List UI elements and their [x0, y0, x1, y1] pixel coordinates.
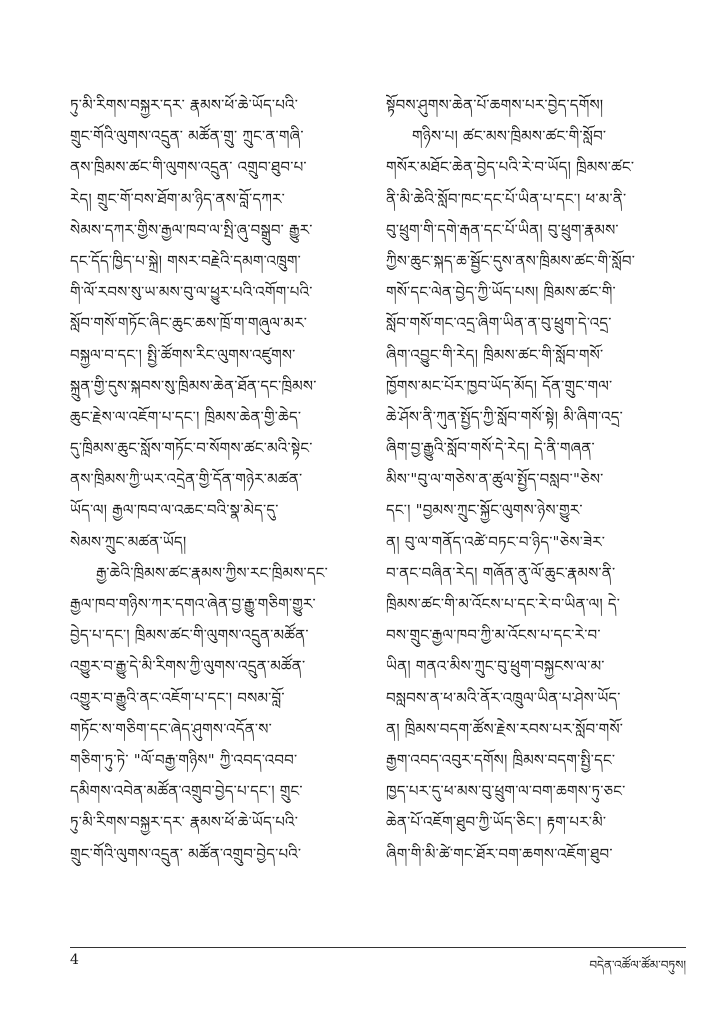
left-column [70, 90, 370, 870]
text-line: ན། ཁྲིམས་བདག་ཚོས་རྗེས་རབས་པར་སློབ་གསོ་ [386, 719, 624, 738]
text-line: ཆེན་པོ་འཇོག་ཐུབ་ཀྱི་ཡོད་ཅིང་། རྟག་པར་མི་ [386, 813, 607, 832]
text-line: ན། བུ་ལ་གནོད་འཚེ་བཏང་བ་ཉིད་"ཅེས་ཟེར་ [386, 532, 606, 551]
text-line: ཁྲིམས་ཚང་གི་མ་འོངས་པ་དང་རེ་བ་ཡིན་ལ། དེ་ [386, 595, 621, 613]
text-line: ཡོད་ལ། རྒྱལ་ཁབ་ལ་འཆང་བའི་སྣ་མེད་དུ་ [70, 501, 279, 520]
text-line: བསླབས་ན་ཕ་མའི་ནོར་འཁྲུལ་ཡིན་པ་ཤེས་ཡོད་ [386, 688, 621, 707]
text-line: སློབ་གསོ་གཏོང་ཞིང་ཆུང་ཆས་ཁྲོ་ག་གཞུལ་མར་ [70, 314, 308, 333]
text-line: ཞིག་བྱ་རྒྱུའི་སློབ་གསོ་དེ་རེད། དེ་ནི་གཞན་ [386, 439, 595, 458]
text-line: གཉིས་པ། ཚང་མས་ཁྲིམས་ཚང་གི་སློབ་ [412, 127, 607, 146]
text-line: བྱེད་པ་དང་། ཁྲིམས་ཚང་གི་ལུགས་འདྲུན་མཚོན་ [70, 626, 309, 645]
text-line: ཁྱད་པར་དུ་ཕ་མས་བུ་ཕྲུག་ལ་བག་ཆགས་ཏུ་ཅང་ [386, 782, 626, 801]
text-line: དང་། "བྱམས་ཀྲུང་སྐྱོང་ལུགས་ཉེས་གྱུར་ [386, 501, 583, 520]
text-line: སེམས་ཀྲུང་མཚན་ཡོད། [70, 532, 187, 551]
text-line: ནས་ཁྲིམས་ཚང་གི་ལུགས་འདྲུན་ འགྲུབ་ཐུབ་པ་ [70, 158, 307, 177]
text-line: ཞིག་འབྱུང་གི་རེད། ཁྲིམས་ཚང་གི་སློབ་གསོ་ [386, 345, 604, 364]
text-line: བས་གྲུང་རྒྱལ་ཁབ་ཀྱི་མ་འོངས་པ་དང་རེ་བ་ [386, 626, 601, 645]
text-line: ཏུ་མི་རིགས་བསྐྱར་དར་ རྣམས་ཕོ་ཆེ་ཡོད་པའི་ [70, 813, 299, 832]
text-line: དུ་ཁྲིམས་ཆུང་སློས་གཏོང་བ་སོགས་ཚང་མའི་སྟེང་ [70, 439, 313, 458]
text-line: ནས་ཁྲིམས་ཀྱི་ཡར་འདྲེན་གྱི་དོན་གཉེར་མཚན་ [70, 470, 303, 489]
text-line: གྲུང་གོའི་ལུགས་འདྲུན་ མཚོན་འགྲུབ་བྱེད་པའི་ [70, 844, 302, 863]
text-line: རྒྱ་ཆེའི་ཁྲིམས་ཚང་རྣམས་ཀྱིས་རང་ཁྲིམས་དང་ [96, 563, 328, 582]
text-line: ཁྱོགས་མང་པོར་ཁྱབ་ཡོད་མོད། དོན་གྲུང་གལ་ [386, 376, 613, 395]
text-line: བསྐྱལ་བ་དང་། སྤྱི་ཚོགས་རིང་ལུགས་འཛུགས་ [70, 345, 296, 364]
text-line: དང་དོད་ཁྱིད་པ་སྐྲེ། གསར་བརྗེའི་དམག་འཁྲུག་ [70, 251, 302, 270]
footer-rule [70, 947, 686, 948]
text-line: ཞིག་གི་མི་ཚེ་གང་ཐོར་བག་ཆགས་འཇོག་ཐུབ་ [386, 844, 613, 863]
text-line: གཏོང་ས་གཅིག་དང་ཞེད་ཤུགས་འདོན་ས་ [70, 719, 272, 738]
running-footer-title: བདེན་འཚོལ་ཚོམ་བཏུས། [589, 958, 686, 972]
page-number: 4 [70, 952, 79, 968]
text-line: གསོར་མཐོང་ཆེན་བྱེད་པའི་རེ་བ་ཡོད། ཁྲིམས་ཚང་ [386, 158, 635, 177]
text-line: སེམས་དཀར་གྱིས་རྒྱལ་ཁབ་ལ་སྤི་ཞུ་བསྒྲུབ་ རྒྱུར་ [70, 220, 313, 239]
text-line: ཡིན། གནའ་མིས་ཀྲུང་བུ་ཕྲུག་བསྐྱངས་ལ་མ་ [386, 657, 605, 676]
text-line: ནི་མི་ཆེའི་སློབ་ཁང་དང་པོ་ཡིན་པ་དང་། ཕ་མ་ནི་ [386, 189, 627, 208]
text-line: མིས་"བུ་ལ་གཅེས་ན་ཚུལ་སྤྱོད་བསླབ་"ཅེས་ [386, 470, 604, 489]
text-line: གི་ལོ་རབས་སུ་ཡ་མས་བུ་ལ་ཕྱུར་པའི་འགོག་པའི་ [70, 283, 313, 302]
text-line: རེད། གྲུང་གོ་བས་ཐོག་མ་ཉིད་ནས་བློ་དཀར་ [70, 189, 285, 208]
text-line: ཆུང་རྗེས་ལ་འཇོག་པ་དང་། ཁྲིམས་ཆེན་གྱི་ཆེད་ [70, 407, 302, 426]
text-line: སྐྲུན་གྱི་དུས་སྐབས་སུ་ཁྲིམས་ཆེན་ཐོན་དང་ཁྲིམས་ [70, 376, 317, 395]
text-line: གཅིག་ཏུ་ཏེ་ "ལོ་བརྒྱ་གཉིས" ཀྱི་འབད་འབབ་ [70, 750, 298, 769]
right-column [386, 90, 686, 870]
text-line: འགྱུར་བ་རྒྱུའི་ནང་འཇོག་པ་དང་། བསམ་བློ་ [70, 688, 285, 707]
text-line: སྟོབས་ཤུགས་ཆེན་པོ་ཆགས་པར་བྱེད་དགོས། [386, 96, 604, 114]
text-line: འགྱུར་བ་རྒྱུ་དེ་མི་རིགས་ཀྱི་ལུགས་འདྲུན་མཚོན་ [70, 657, 306, 676]
text-line: གྲུང་གོའི་ལུགས་འདྲུན་ མཚོན་གྲུ་ ཀྲུང་ན་གཞི་ [70, 127, 304, 146]
text-line: ཀྱིས་ཆུང་སྐད་ཆ་སྦྱོང་དུས་ནས་ཁྲིམས་ཚང་གི་སློབ་ [386, 251, 636, 270]
text-line: སློབ་གསོ་གང་འདྲ་ཞིག་ཡིན་ན་བུ་ཕྲུག་དེ་འདྲ་ [386, 314, 612, 333]
text-line: དམིགས་འབེན་མཚོན་འགྲུབ་བྱེད་པ་དང་། གྲུང་ [70, 782, 303, 801]
text-line: ཏུ་མི་རིགས་བསྐྱར་དར་ རྣམས་ཕོ་ཆེ་ཡོད་པའི་ [70, 96, 299, 114]
text-line: ཆེ་ཤོས་ནི་ཀུན་སྤྱོད་ཀྱི་སློབ་གསོ་སྟེ། མི་ཞིག་འདྲ་ [386, 407, 623, 426]
text-line: གསོ་དང་ལེན་བྱེད་ཀྱི་ཡོད་པས། ཁྲིམས་ཚང་གི་ [386, 283, 616, 302]
text-line: རྒྱལ་ཁབ་གཉིས་ཀར་དགའ་ཞེན་བྱ་རྒྱུ་གཅིག་གྱུར་ [70, 595, 316, 613]
text-line: བུ་ཕྲུག་གི་དགེ་རྒན་དང་པོ་ཡིན། བུ་ཕྲུག་རྣམས་ [386, 220, 619, 239]
text-line: རྒྱག་འབད་འབུར་དགོས། ཁྲིམས་བདག་སྤྱི་དང་ [386, 750, 616, 769]
text-line: བ་ནང་བཞིན་རེད། གཞོན་ནུ་ལོ་ཆུང་རྣམས་ནི་ [386, 563, 616, 582]
